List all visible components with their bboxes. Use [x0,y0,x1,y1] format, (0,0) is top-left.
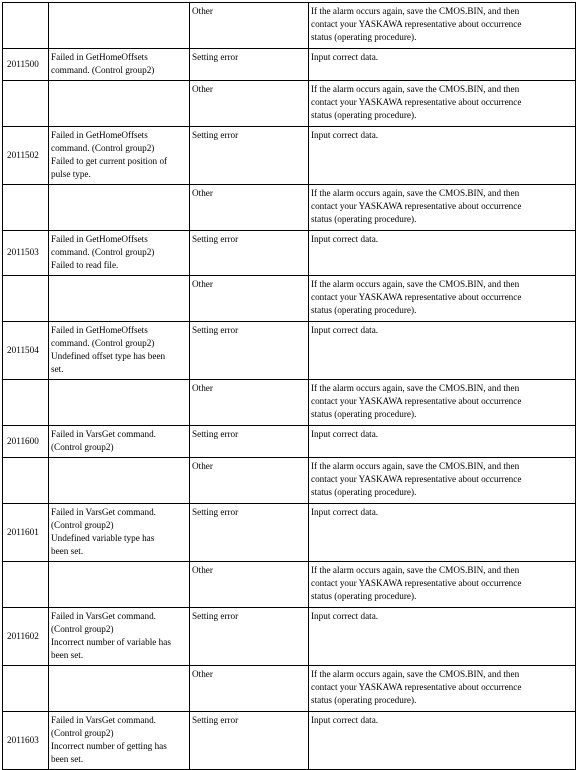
table-row [3,185,576,231]
description-line: Undefined variable type has [51,533,155,543]
cause-cell: Other [190,562,309,608]
remedy-cell [309,185,576,231]
remedy-cell [309,458,576,504]
remedy-cell [309,3,576,49]
remedy-cell [309,380,576,426]
description-line: pulse type. [51,169,91,179]
remedy-line: If the alarm occurs again, save the CMOS.BIN, and then [311,6,520,16]
cause-cell: Setting error [190,504,309,562]
description-cell [49,185,190,231]
description-line: Undefined offset type has been [51,351,166,361]
remedy-cell [309,666,576,712]
remedy-cell [309,562,576,608]
remedy-line: status (operating procedure). [311,214,417,224]
description-line: command. (Control group2) [51,338,155,348]
cause-cell: Other [190,81,309,127]
cause-cell: Other [190,185,309,231]
description-cell [49,504,190,562]
remedy-line: status (operating procedure). [311,487,417,497]
table-row [3,3,576,49]
description-line: (Control group2) [51,442,114,452]
remedy-line: contact your YASKAWA representative about occurrence [311,396,522,406]
remedy-cell [309,426,576,458]
cause-cell: Other [190,666,309,712]
remedy-line: If the alarm occurs again, save the CMOS.BIN, and then [311,188,520,198]
table-row [3,458,576,504]
remedy-line: Input correct data. [311,130,379,140]
description-line: Incorrect number of getting has [51,741,167,751]
remedy-line: If the alarm occurs again, save the CMOS.BIN, and then [311,279,520,289]
alarm-code-cell: 2011503 [3,231,49,276]
remedy-cell [309,608,576,666]
description-cell [49,81,190,127]
alarm-code-cell [3,562,49,608]
description-line: set. [51,364,64,374]
description-cell [49,322,190,380]
description-line: Failed in VarsGet command. [51,715,156,725]
remedy-cell [309,712,576,770]
alarm-code-cell: 2011602 [3,608,49,666]
table-row [3,426,576,458]
alarm-code-cell: 2011603 [3,712,49,770]
alarm-code-cell [3,458,49,504]
table-row [3,666,576,712]
description-cell [49,380,190,426]
description-cell [49,712,190,770]
description-line: been set. [51,754,84,764]
remedy-cell [309,231,576,276]
remedy-line: contact your YASKAWA representative about occurrence [311,474,522,484]
description-line: been set. [51,650,84,660]
description-line: (Control group2) [51,728,114,738]
remedy-line: If the alarm occurs again, save the CMOS.BIN, and then [311,669,520,679]
remedy-line: status (operating procedure). [311,32,417,42]
alarm-code-cell: 2011504 [3,322,49,380]
remedy-line: Input correct data. [311,611,379,621]
remedy-cell [309,504,576,562]
description-line: Failed in GetHomeOffsets [51,52,148,62]
description-line: (Control group2) [51,624,114,634]
description-line: Failed to read file. [51,260,119,270]
remedy-line: If the alarm occurs again, save the CMOS.BIN, and then [311,461,520,471]
table-row [3,504,576,562]
alarm-code-cell: 2011601 [3,504,49,562]
alarm-code-cell: 2011600 [3,426,49,458]
remedy-line: contact your YASKAWA representative about occurrence [311,292,522,302]
description-line: Failed in VarsGet command. [51,429,156,439]
cause-cell: Other [190,380,309,426]
cause-cell: Setting error [190,426,309,458]
remedy-line: status (operating procedure). [311,591,417,601]
description-cell [49,127,190,185]
remedy-line: Input correct data. [311,429,379,439]
table-row [3,712,576,770]
alarm-code-cell [3,3,49,49]
description-line: command. (Control group2) [51,65,155,75]
remedy-line: contact your YASKAWA representative about occurrence [311,682,522,692]
description-line: Failed in GetHomeOffsets [51,130,148,140]
description-cell [49,426,190,458]
remedy-line: If the alarm occurs again, save the CMOS.BIN, and then [311,383,520,393]
alarm-code-cell [3,81,49,127]
alarm-code-cell: 2011500 [3,49,49,81]
table-row [3,81,576,127]
description-line: Incorrect number of variable has [51,637,171,647]
table-row [3,322,576,380]
table-row [3,231,576,276]
cause-cell: Other [190,276,309,322]
description-line: command. (Control group2) [51,247,155,257]
alarm-table-body [3,3,576,770]
description-cell [49,666,190,712]
table-row [3,276,576,322]
remedy-cell [309,49,576,81]
table-row [3,562,576,608]
description-cell [49,3,190,49]
table-row [3,49,576,81]
description-line: (Control group2) [51,520,114,530]
cause-cell: Setting error [190,49,309,81]
cause-cell: Other [190,3,309,49]
description-line: been set. [51,546,84,556]
description-cell [49,49,190,81]
description-cell [49,562,190,608]
alarm-code-cell [3,185,49,231]
remedy-line: Input correct data. [311,52,379,62]
remedy-line: contact your YASKAWA representative about occurrence [311,578,522,588]
table-row [3,127,576,185]
table-row [3,608,576,666]
remedy-line: If the alarm occurs again, save the CMOS.BIN, and then [311,84,520,94]
remedy-line: status (operating procedure). [311,110,417,120]
description-cell [49,231,190,276]
remedy-line: If the alarm occurs again, save the CMOS.BIN, and then [311,565,520,575]
description-line: Failed in GetHomeOffsets [51,325,148,335]
alarm-code-cell: 2011502 [3,127,49,185]
description-line: command. (Control group2) [51,143,155,153]
remedy-line: status (operating procedure). [311,305,417,315]
cause-cell: Setting error [190,322,309,380]
description-cell [49,608,190,666]
remedy-line: status (operating procedure). [311,695,417,705]
remedy-line: Input correct data. [311,715,379,725]
alarm-code-cell [3,380,49,426]
cause-cell: Setting error [190,127,309,185]
cause-cell: Setting error [190,712,309,770]
description-line: Failed in GetHomeOffsets [51,234,148,244]
description-line: Failed to get current position of [51,156,168,166]
remedy-line: Input correct data. [311,234,379,244]
cause-cell: Setting error [190,608,309,666]
alarm-code-cell [3,276,49,322]
table-row [3,380,576,426]
remedy-line: contact your YASKAWA representative about occurrence [311,19,522,29]
remedy-cell [309,127,576,185]
cause-cell: Setting error [190,231,309,276]
remedy-line: status (operating procedure). [311,409,417,419]
remedy-cell [309,81,576,127]
remedy-cell [309,276,576,322]
cause-cell: Other [190,458,309,504]
description-cell [49,276,190,322]
description-line: Failed in VarsGet command. [51,611,156,621]
remedy-cell [309,322,576,380]
alarm-table [2,2,576,770]
remedy-line: contact your YASKAWA representative about occurrence [311,97,522,107]
description-cell [49,458,190,504]
remedy-line: Input correct data. [311,507,379,517]
remedy-line: Input correct data. [311,325,379,335]
description-line: Failed in VarsGet command. [51,507,156,517]
alarm-code-cell [3,666,49,712]
remedy-line: contact your YASKAWA representative about occurrence [311,201,522,211]
